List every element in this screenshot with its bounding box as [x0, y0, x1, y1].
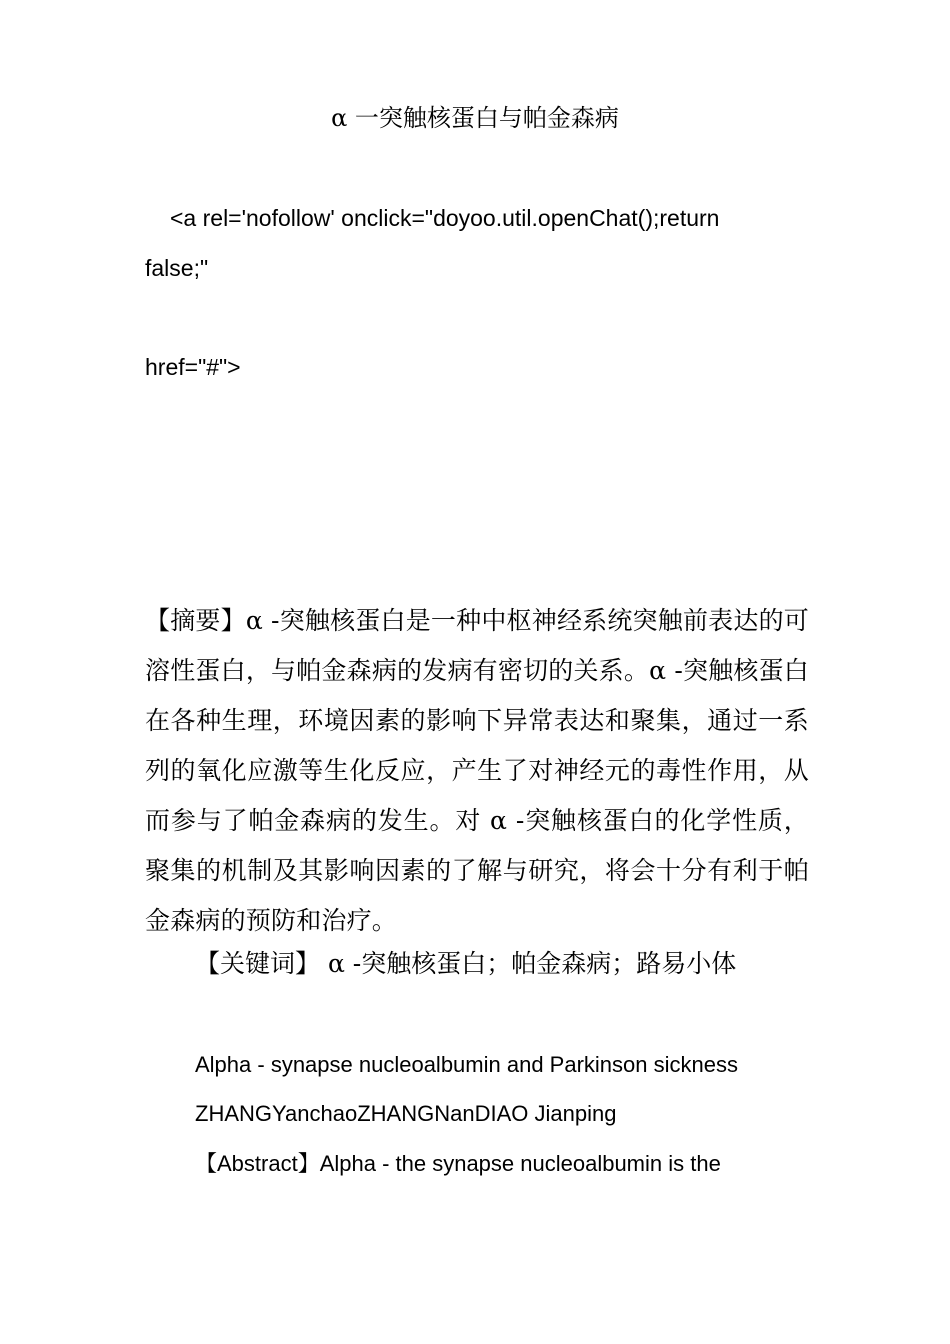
english-abstract-start: 【Abstract】Alpha - the synapse nucleoalbumin is the — [195, 1151, 721, 1176]
code-text-line-1: <a rel='nofollow' onclick="doyoo.util.openChat();return — [170, 205, 720, 231]
code-text-line-2: false;" — [145, 255, 209, 281]
chinese-keywords: 【关键词】 α -突触核蛋白；帕金森病；路易小体 — [195, 949, 737, 978]
english-authors: ZHANGYanchaoZHANGNanDIAO Jianping — [195, 1101, 617, 1126]
document-title: α 一突触核蛋白与帕金森病 — [331, 104, 619, 132]
chinese-abstract: 【摘要】α -突触核蛋白是一种中枢神经系统突触前表达的可溶性蛋白，与帕金森病的发病有密切的关系。α -突触核蛋白在各种生理，环境因素的影响下异常表达和聚集，通过一系列的氧化应激等生化反应，产生了对神经元的毒性作用，从而参与了帕金森病的发生。对 α -突触核蛋白的化学性质，聚集的机制及其影响因素的了解与研究，将会十分有利于帕金森病的预防和治疗。 — [145, 606, 809, 935]
english-title: Alpha - synapse nucleoalbumin and Parkinson sickness — [195, 1052, 738, 1077]
code-text-line-3: href="#"> — [145, 354, 241, 380]
